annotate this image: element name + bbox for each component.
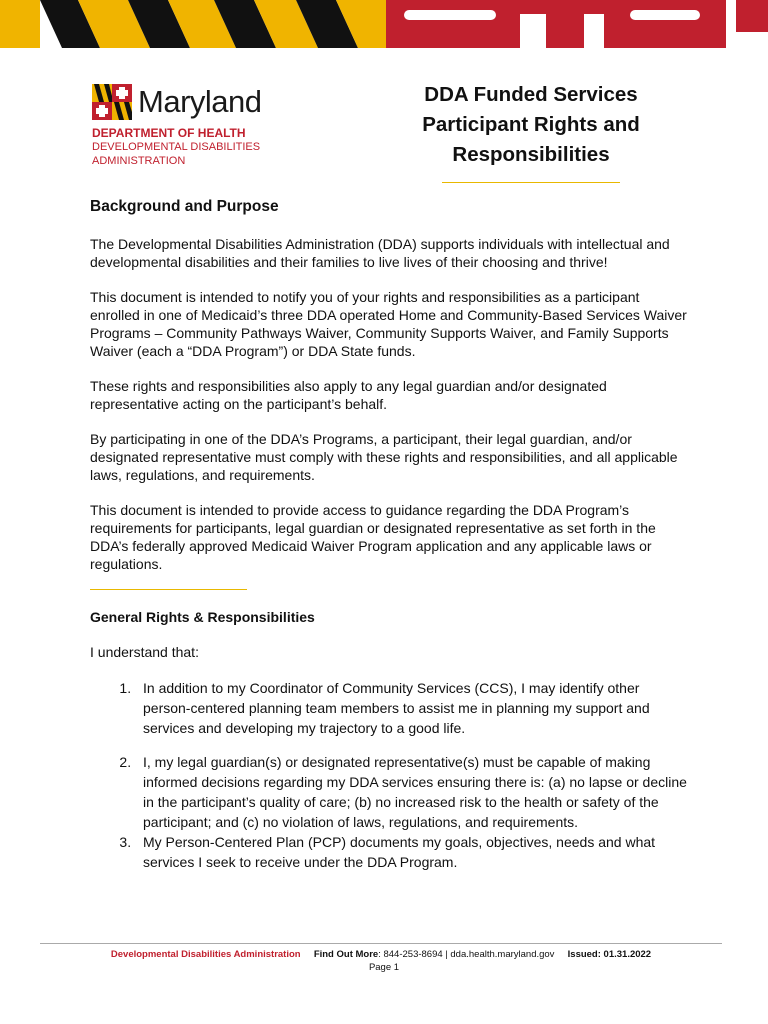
footer-organization: Developmental Disabilities Administration — [110, 949, 301, 960]
logo-wordmark: Maryland — [138, 84, 262, 119]
title-line-2: Participant Rights and — [422, 113, 640, 136]
maryland-logo — [92, 82, 312, 172]
footer-issued-date: Issued: 01.31.2022 — [567, 949, 652, 960]
document-title — [404, 80, 658, 170]
logo-department: DEPARTMENT OF HEALTH — [92, 126, 246, 140]
list-item: 1. In addition to my Coordinator of Community Services (CCS), I may identify other person-centered planning team members to assist me in planning my support and services and developing my trajectory to a good life. — [135, 678, 690, 738]
paragraph: This document is intended to provide access to guidance regarding the DDA Program’s requirements for participants, legal guardian or designated representative as set forth in the DDA’s federally approved Medicaid Waiver Program application and any applicable laws or regulations. — [90, 502, 656, 572]
footer-contact[interactable]: : 844-253-8694 | dda.health.maryland.gov — [378, 949, 555, 960]
paragraph: These rights and responsibilities also apply to any legal guardian and/or designated representative acting on the participant’s behalf. — [90, 378, 607, 412]
title-divider — [442, 182, 620, 183]
title-line-3: Responsibilities — [452, 143, 610, 166]
list-intro: I understand that: — [90, 644, 199, 660]
paragraph: This document is intended to notify you of your rights and responsibilities as a participant enrolled in one of Medicaid’s three DDA operated Home and Community-Based Services Waiver Programs – Community Pathways Waiver, Community Supports Waiver, and Family Supports Waiver (each a “DDA Program”) or DDA State funds. — [90, 289, 687, 359]
paragraph: By participating in one of the DDA’s Programs, a participant, their legal guardian, and/or designated representative must comply with these rights and responsibilities, and all applicable laws, regulations, and requirements. — [90, 431, 678, 483]
maryland-flag-icon — [92, 84, 132, 120]
title-line-1: DDA Funded Services — [424, 83, 638, 106]
footer-divider — [40, 943, 722, 944]
maryland-flag-banner — [0, 0, 768, 48]
list-item: 3. My Person-Centered Plan (PCP) documents my goals, objectives, needs and what services I seek to receive under the DDA Program. — [135, 832, 690, 872]
document-body — [90, 196, 690, 872]
rights-list — [90, 678, 690, 872]
section-divider — [90, 589, 247, 590]
footer-find-label: Find Out More — [313, 949, 379, 960]
paragraph: The Developmental Disabilities Administration (DDA) supports individuals with intellectual and developmental disabilities and their families to live lives of their choosing and thrive! — [90, 236, 670, 270]
list-item: 2. I, my legal guardian(s) or designated representative(s) must be capable of making informed decisions regarding my DDA services ensuring there is: (a) no lapse or decline in the participant’s quality of care; (b) no increased risk to the health or safety of the participant; and (c) no violation of laws, regulations, and requirements. — [135, 752, 690, 832]
footer — [40, 948, 722, 961]
page-number: Page 1 — [368, 962, 400, 973]
section-heading-background: Background and Purpose — [90, 198, 279, 215]
section-heading-general-rights: General Rights & Responsibilities — [90, 609, 315, 625]
logo-administration: DEVELOPMENTAL DISABILITIES ADMINISTRATION — [92, 141, 261, 167]
